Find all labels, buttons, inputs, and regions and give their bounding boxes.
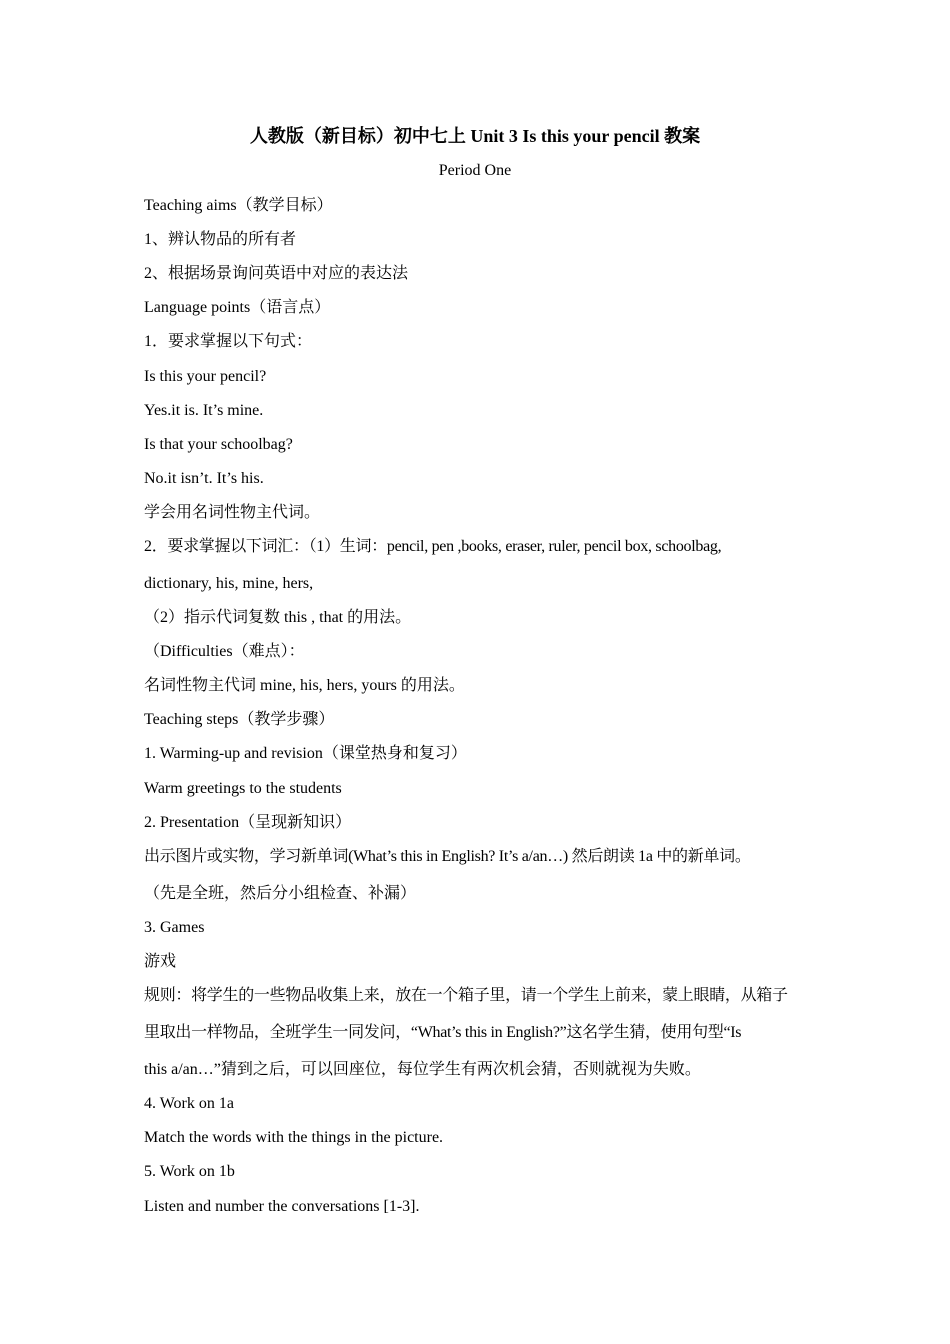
text-line: Is this your pencil?	[144, 368, 267, 385]
text-line: （Difficulties（难点）：	[144, 643, 305, 660]
text-line: Language points（语言点）	[144, 299, 331, 316]
text-line: Teaching steps（教学步骤）	[144, 711, 335, 728]
text-line: Warm greetings to the students	[144, 780, 342, 797]
text-line: 1. Warming-up and revision（课堂热身和复习）	[144, 745, 467, 762]
text-line: dictionary, his, mine, hers,	[144, 575, 314, 592]
text-line: 1．要求掌握以下句式：	[144, 333, 313, 350]
text-line: 4. Work on 1a	[144, 1095, 234, 1112]
document-title: 人教版（新目标）初中七上 Unit 3 Is this your pencil 教案	[249, 126, 701, 146]
text-line: Match the words with the things in the picture.	[144, 1129, 444, 1146]
text-line: 里取出一样物品，全班学生一同发问，“What’s this in English?”这名学生猜，使用句型“Is	[144, 1024, 742, 1041]
text-line: 2. Presentation（呈现新知识）	[144, 814, 352, 831]
text-line: Listen and number the conversations [1-3].	[144, 1198, 420, 1215]
text-line: 1、辨认物品的所有者	[144, 231, 297, 248]
text-line: （先是全班，然后分小组检查、补漏）	[144, 885, 417, 902]
document-subtitle: Period One	[438, 162, 512, 179]
text-line: 学会用名词性物主代词。	[144, 504, 321, 521]
text-line: 2、根据场景询问英语中对应的表达法	[144, 265, 409, 282]
text-line: 2．要求掌握以下词汇：（1）生词：pencil, pen ,books, eraser, ruler, pencil box, schoolbag,	[144, 538, 722, 555]
text-line: 名词性物主代词 mine, his, hers, yours 的用法。	[144, 677, 465, 694]
text-line: （2）指示代词复数 this , that 的用法。	[144, 609, 412, 626]
text-line: 出示图片或实物，学习新单词(What’s this in English? It’s a/an…) 然后朗读 1a 中的新单词。	[144, 848, 751, 865]
text-line: this a/an…”猜到之后，可以回座位，每位学生有两次机会猜，否则就视为失败。	[144, 1061, 701, 1078]
text-line: 3. Games	[144, 919, 205, 936]
text-line: Teaching aims（教学目标）	[144, 197, 333, 214]
text-line: 游戏	[144, 953, 177, 970]
text-line: Yes.it is. It’s mine.	[144, 402, 264, 419]
text-line: 5. Work on 1b	[144, 1163, 235, 1180]
text-line: 规则：将学生的一些物品收集上来，放在一个箱子里，请一个学生上前来，蒙上眼睛，从箱子	[144, 987, 788, 1004]
text-line: Is that your schoolbag?	[144, 436, 293, 453]
text-line: No.it isn’t. It’s his.	[144, 470, 264, 487]
